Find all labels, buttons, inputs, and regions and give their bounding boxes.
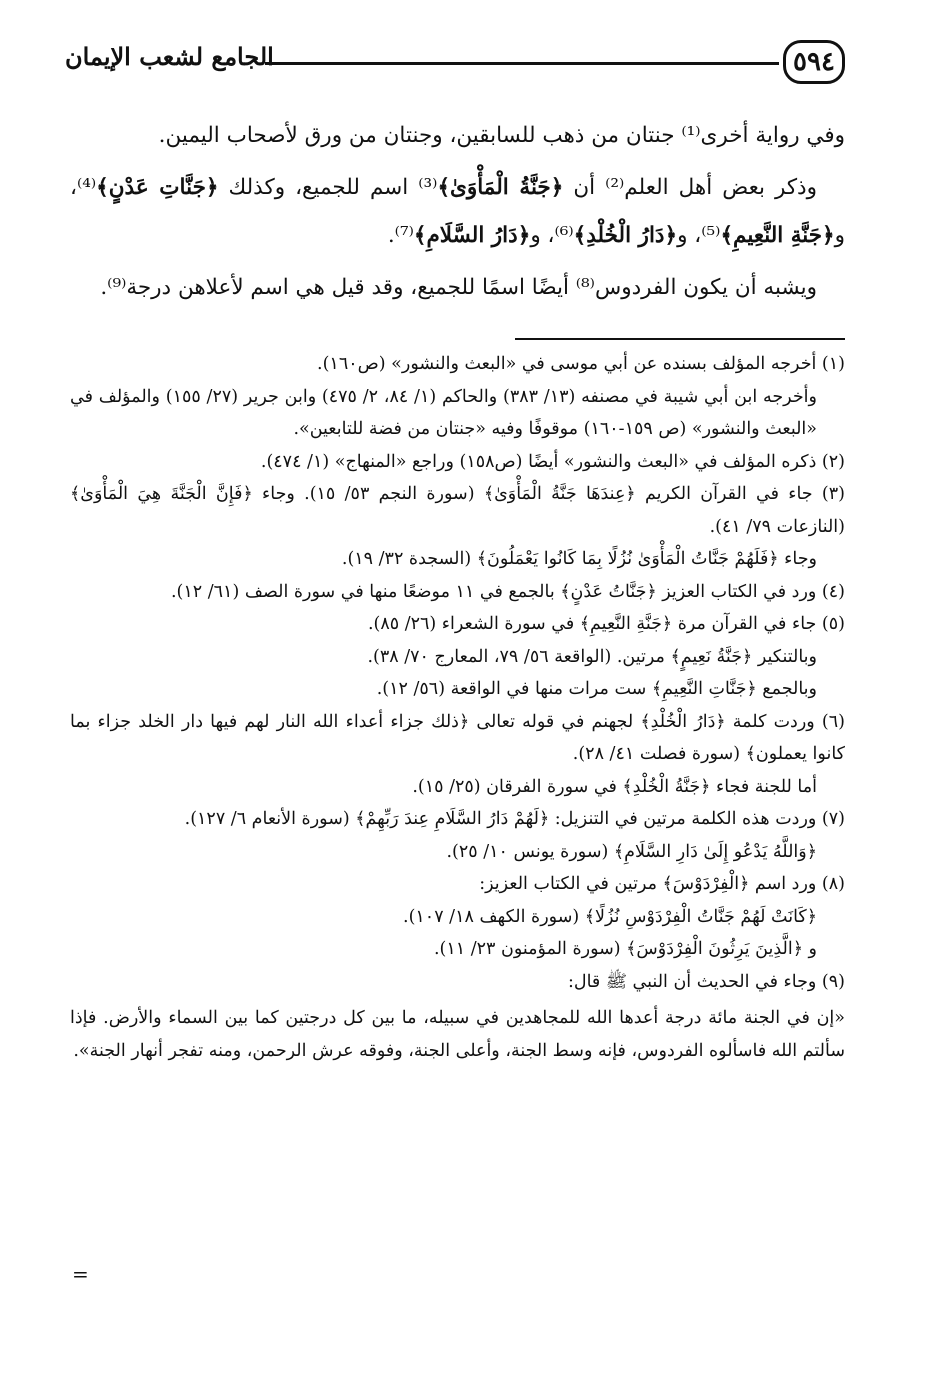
footnote-line: (٧) وردت هذه الكلمة مرتين في التنزيل: ﴿لَهُمْ دَارُ السَّلَامِ عِندَ رَبِّهِمْ﴾ (سورة الأنعام ٦/ ١٢٧). [184,809,845,829]
footnote-line: (٣) جاء في القرآن الكريم ﴿عِندَهَا جَنَّةُ الْمَأْوَىٰ﴾ (سورة النجم ٥٣/ ١٥). وجاء ﴿فَإِنَّ الْجَنَّةَ هِيَ الْمَأْوَىٰ﴾ (النازعات ٧٩/ ٤١). [70,484,845,537]
text-run: وذكر بعض أهل العلم⁽²⁾ أن [563,175,818,200]
footnote-3 [70,478,845,576]
continuation-mark: = [72,1262,89,1286]
footnote-line: ﴿وَاللَّهُ يَدْعُو إِلَىٰ دَارِ السَّلَامِ﴾ (سورة يونس ١٠/ ٢٥). [446,841,817,862]
main-paragraph-3: ويشبه أن يكون الفردوس⁽⁸⁾ أيضًا اسمًا للجميع، وقد قيل هي اسم لأعلاهن درجة⁽⁹⁾. [100,275,817,300]
quran-quote: ﴿دَارُ الْخُلْدِ﴾ [573,223,678,248]
quran-quote: ﴿جَنَّةُ الْمَأْوَىٰ﴾ [437,175,564,200]
text-run: ⁽⁵⁾، و [677,223,721,248]
footnote-line: و ﴿الَّذِينَ يَرِثُونَ الْفِرْدَوْسَ﴾ (سورة المؤمنون ٢٣/ ١١). [433,939,817,959]
main-paragraph-1: وفي رواية أخرى⁽¹⁾ جنتان من ذهب للسابقين، وجنتان من ورق لأصحاب اليمين. [158,123,845,148]
page-number: ٥٩٤ [783,40,845,84]
text-run: ⁽⁷⁾. [387,223,414,248]
text-run: ⁽⁴⁾، و [70,175,845,248]
footnote-7 [70,803,845,868]
footnote-1 [70,348,845,446]
footnote-line: وبالتنكير ﴿جَنَّةُ نَعِيمٍ﴾ مرتين. (الواقعة ٥٦/ ٧٩، المعارج ٧٠/ ٣٨). [367,646,817,667]
footnote-line: وجاء ﴿فَلَهُمْ جَنَّاتُ الْمَأْوَىٰ نُزُلًا بِمَا كَانُوا يَعْمَلُونَ﴾ (السجدة ٣٢/ ١٩). [341,549,817,569]
header-rule [265,62,779,65]
main-text [70,112,845,316]
hadith-quote: «إن في الجنة مائة درجة أعدها الله للمجاهدين في سبيله، ما بين كل درجتين كما بين السماء والأرض. فإذا سألتم الله فاسألوه الفردوس، فإنه وسط الجنة، وأعلى الجنة، وفوقه عرش الرحمن، ومنه تفجر أنهار الجنة». [70,1008,845,1061]
footnote-line: وبالجمع ﴿جَنَّاتِ النَّعِيمِ﴾ ست مرات منها في الواقعة (٥٦/ ١٢). [376,679,817,699]
main-paragraph-2 [70,164,845,260]
footnote-9 [70,966,845,1068]
footnote-line: (٩) وجاء في الحديث أن النبي ﷺ قال: [567,971,845,992]
footnote-line: (٥) جاء في القرآن مرة ﴿جَنَّةِ النَّعِيمِ﴾ في سورة الشعراء (٢٦/ ٨٥). [367,614,845,634]
book-title: الجامع لشعب الإيمان [65,42,274,71]
quran-quote: ﴿دَارُ السَّلَامِ﴾ [413,223,531,248]
footnote-line: (٦) وردت كلمة ﴿دَارُ الْخُلْدِ﴾ لجهنم في قوله تعالى ﴿ذلك جزاء أعداء الله النار لهم فيها دار الخلد جزاء بما كانوا يعملون﴾ (سورة فصلت ٤١/ ٢٨). [70,711,845,764]
footnote-8 [70,868,845,966]
footnote-line: (١) أخرجه المؤلف بسنده عن أبي موسى في «البعث والنشور» (ص١٦٠). [317,354,845,374]
footnote-6 [70,706,845,804]
footnote-4 [70,576,845,609]
quran-quote: ﴿جَنَّةِ النَّعِيمِ﴾ [720,223,835,248]
footnote-line: أما للجنة فجاء ﴿جَنَّةُ الْخُلْدِ﴾ في سورة الفرقان (٢٥/ ١٥). [412,776,817,797]
footnote-separator [515,338,845,340]
footnote-5 [70,608,845,706]
text-run: ⁽⁶⁾، و [530,223,574,248]
page-header [55,38,845,92]
footnote-line: ﴿كَانَتْ لَهُمْ جَنَّاتُ الْفِرْدَوْسِ نُزُلًا﴾ (سورة الكهف ١٨/ ١٠٧). [403,906,817,927]
footnote-2 [70,446,845,479]
footnote-line: (٨) ورد اسم ﴿الْفِرْدَوْسَ﴾ مرتين في الكتاب العزيز: [479,874,845,894]
text-run: ⁽³⁾ اسم للجميع، وكذلك [218,175,438,200]
quran-quote: ﴿جَنَّاتِ عَدْنٍ﴾ [96,175,219,200]
footnote-line: (٢) ذكره المؤلف في «البعث والنشور» أيضًا (ص١٥٨) وراجع «المنهاج» (١/ ٤٧٤). [260,451,845,472]
footnotes [70,348,845,1067]
footnote-line: (٤) ورد في الكتاب العزيز ﴿جَنَّاتُ عَدْنٍ﴾ بالجمع في ١١ موضعًا منها في سورة الصف (٦١/ ١٢). [170,581,845,602]
footnote-line: وأخرجه ابن أبي شيبة في مصنفه (١٣/ ٣٨٣) والحاكم (١/ ٨٤، ٢/ ٤٧٥) وابن جرير (٢٧/ ١٥٥) والمؤلف في «البعث والنشور» (ص ١٥٩-١٦٠) موقوفًا وفيه «جنتان من فضة للتابعين». [70,386,817,439]
